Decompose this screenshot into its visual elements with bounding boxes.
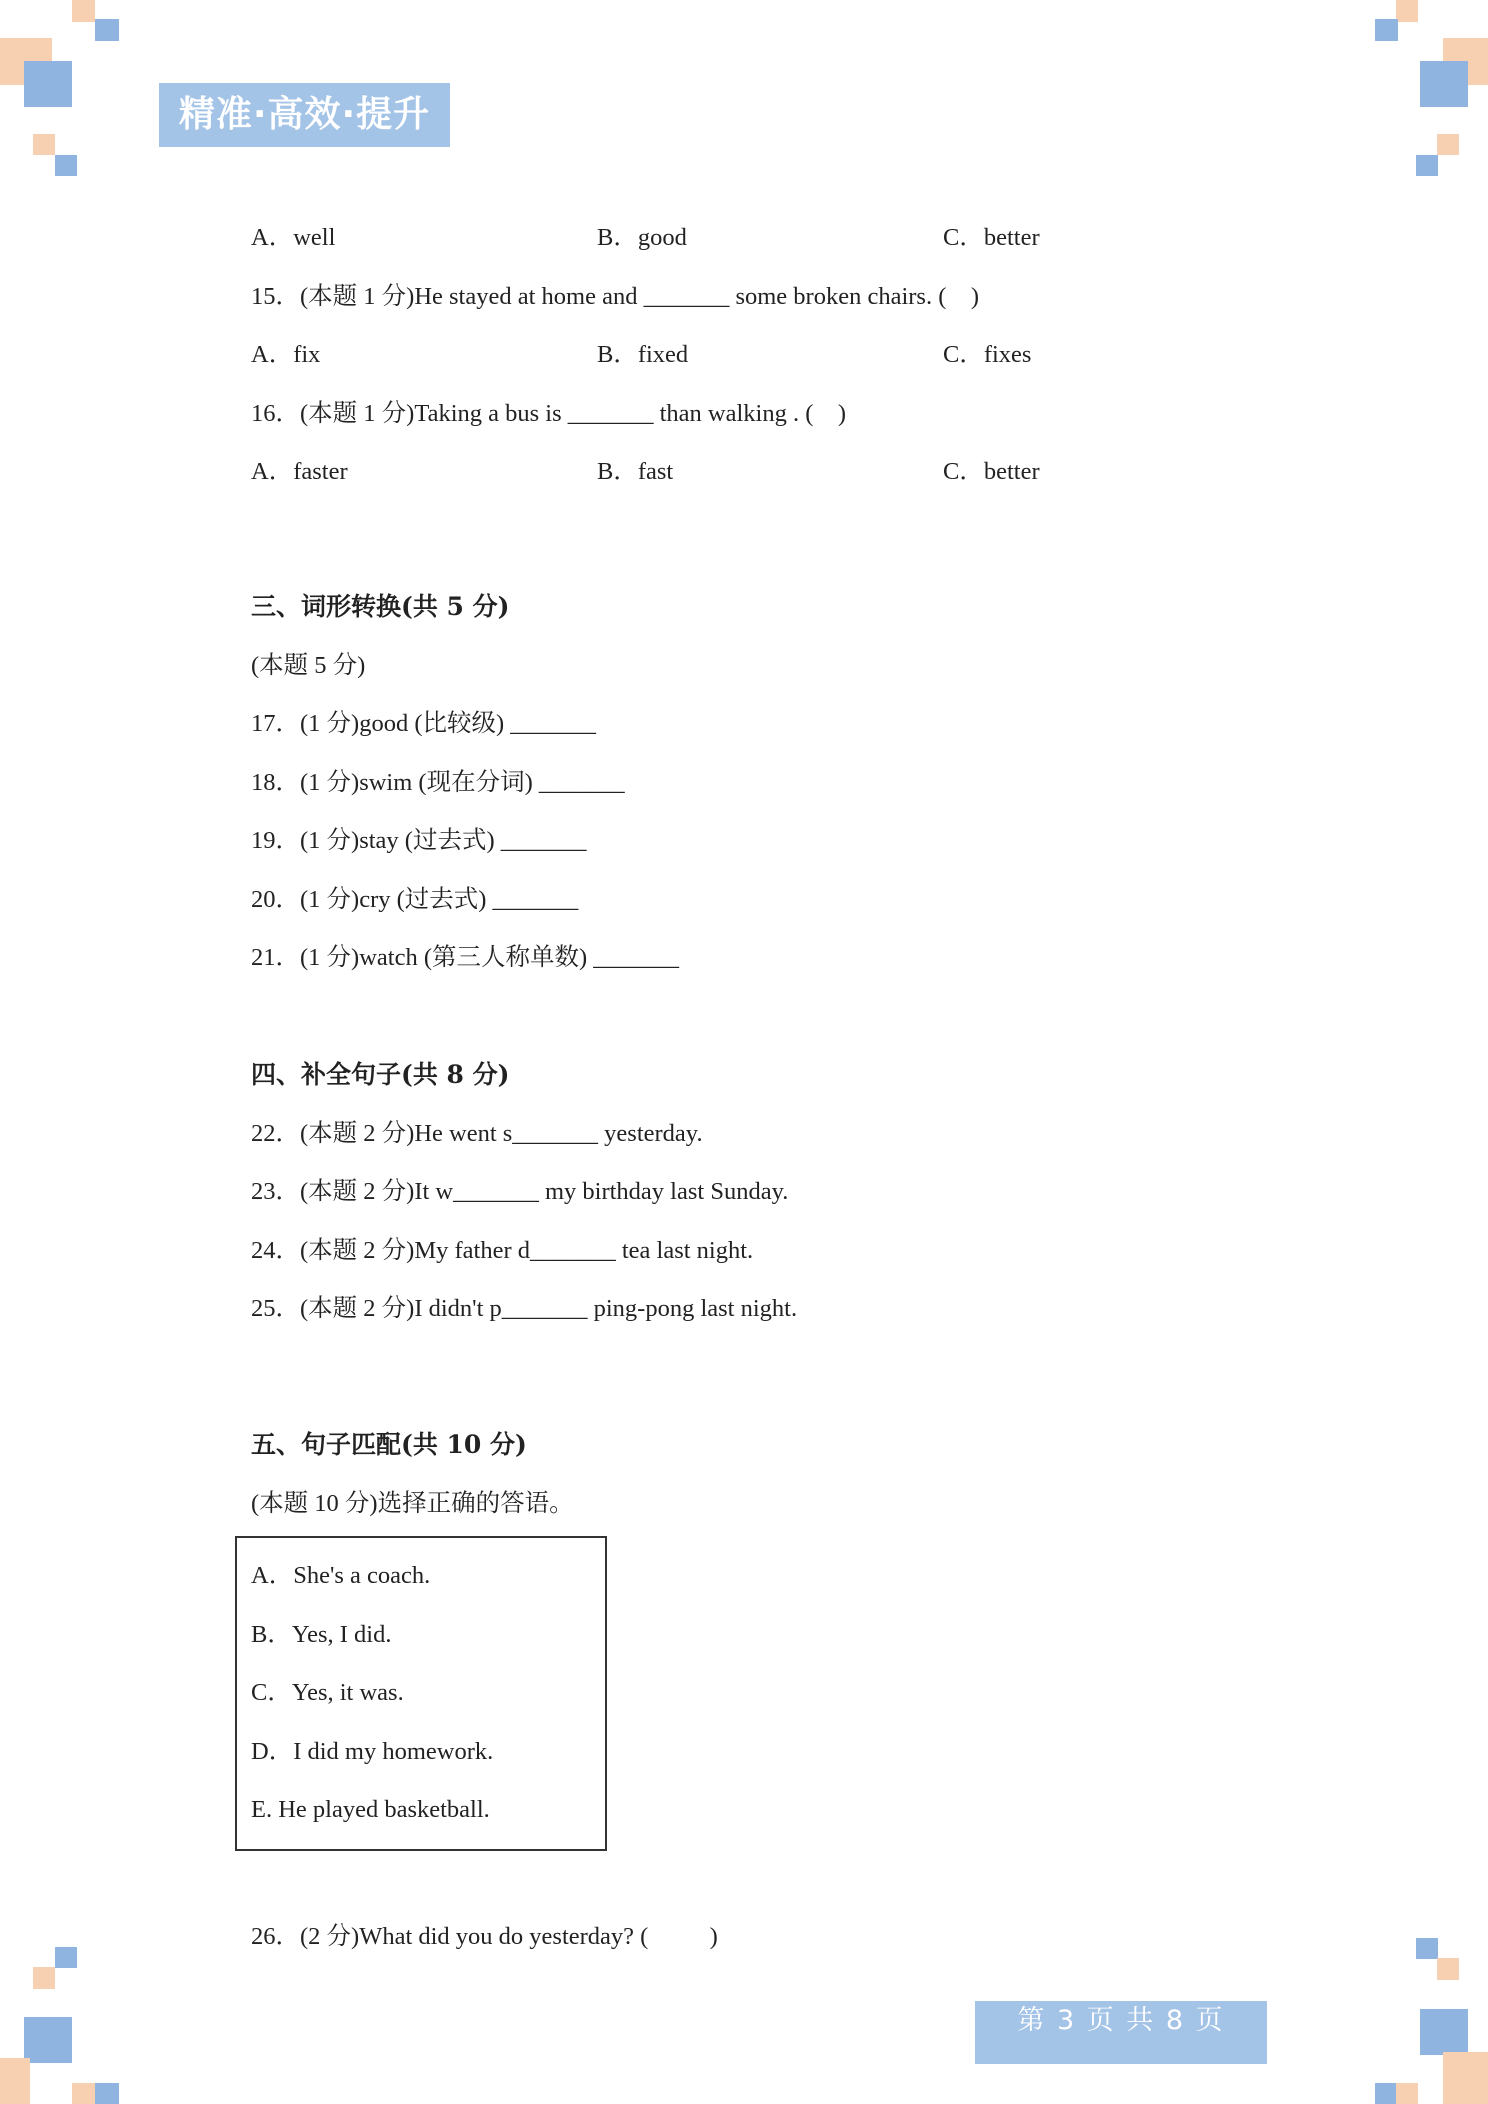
corner-decoration xyxy=(55,155,77,176)
option-b: B．fast xyxy=(597,458,674,485)
corner-decoration xyxy=(24,2017,72,2063)
choice-e: E. He played basketball. xyxy=(251,1796,490,1823)
question-17: 17．(1 分)good (比较级) _______ xyxy=(251,710,597,737)
question-26: 26．(2 分)What did you do yesterday? ( ) xyxy=(251,1923,718,1950)
corner-decoration xyxy=(95,2083,119,2104)
question-15: 15．(本题 1 分)He stayed at home and _______ some broken chairs. ( ) xyxy=(251,283,980,310)
question-24: 24．(本题 2 分)My father d_______ tea last night. xyxy=(251,1237,754,1264)
corner-decoration xyxy=(95,19,119,41)
corner-decoration xyxy=(1437,134,1459,155)
corner-decoration xyxy=(1420,2009,1468,2055)
corner-decoration xyxy=(1375,19,1398,41)
option-c: C．better xyxy=(943,458,1040,485)
corner-decoration xyxy=(72,0,95,22)
section-title: 四、补全句子(共 8 分) xyxy=(251,1060,510,1089)
section-note: (本题 10 分)选择正确的答语。 xyxy=(251,1490,574,1517)
corner-decoration xyxy=(1396,0,1418,22)
corner-decoration xyxy=(72,2083,95,2104)
option-c: C．better xyxy=(943,224,1040,251)
corner-decoration xyxy=(1437,1958,1459,1980)
option-a: A．well xyxy=(251,224,336,251)
question-20: 20．(1 分)cry (过去式) _______ xyxy=(251,886,579,913)
question-22: 22．(本题 2 分)He went s_______ yesterday. xyxy=(251,1120,703,1147)
option-a: A．fix xyxy=(251,341,321,368)
corner-decoration xyxy=(1443,2052,1488,2104)
corner-decoration xyxy=(1375,2083,1398,2104)
option-b: B．good xyxy=(597,224,687,251)
corner-decoration xyxy=(1416,1938,1438,1959)
choice-a: A．She's a coach. xyxy=(251,1562,431,1589)
corner-decoration xyxy=(33,134,55,155)
answer-choices-box xyxy=(235,1536,607,1851)
corner-decoration xyxy=(24,61,72,107)
option-c: C．fixes xyxy=(943,341,1032,368)
section-title: 五、句子匹配(共 10 分) xyxy=(251,1430,527,1459)
question-16: 16．(本题 1 分)Taking a bus is _______ than walking . ( ) xyxy=(251,400,847,427)
section-note: (本题 5 分) xyxy=(251,652,366,679)
choice-c: C．Yes, it was. xyxy=(251,1679,404,1706)
corner-decoration xyxy=(33,1967,55,1989)
corner-decoration xyxy=(1416,155,1438,176)
question-25: 25．(本题 2 分)I didn't p_______ ping-pong last night. xyxy=(251,1295,798,1322)
section-title: 三、词形转换(共 5 分) xyxy=(251,592,510,621)
option-a: A．faster xyxy=(251,458,348,485)
corner-decoration xyxy=(0,2058,30,2104)
brand-banner: 精准·高效·提升 xyxy=(159,83,450,147)
choice-b: B．Yes, I did. xyxy=(251,1621,392,1648)
question-19: 19．(1 分)stay (过去式) _______ xyxy=(251,827,587,854)
corner-decoration xyxy=(1396,2083,1418,2104)
question-23: 23．(本题 2 分)It w_______ my birthday last Sunday. xyxy=(251,1178,789,1205)
choice-d: D．I did my homework. xyxy=(251,1738,494,1765)
corner-decoration xyxy=(55,1947,77,1968)
option-b: B．fixed xyxy=(597,341,689,368)
page-indicator: 第 3 页 共 8 页 xyxy=(975,2001,1267,2064)
question-18: 18．(1 分)swim (现在分词) _______ xyxy=(251,769,625,796)
corner-decoration xyxy=(1420,61,1468,107)
question-21: 21．(1 分)watch (第三人称单数) _______ xyxy=(251,944,680,971)
